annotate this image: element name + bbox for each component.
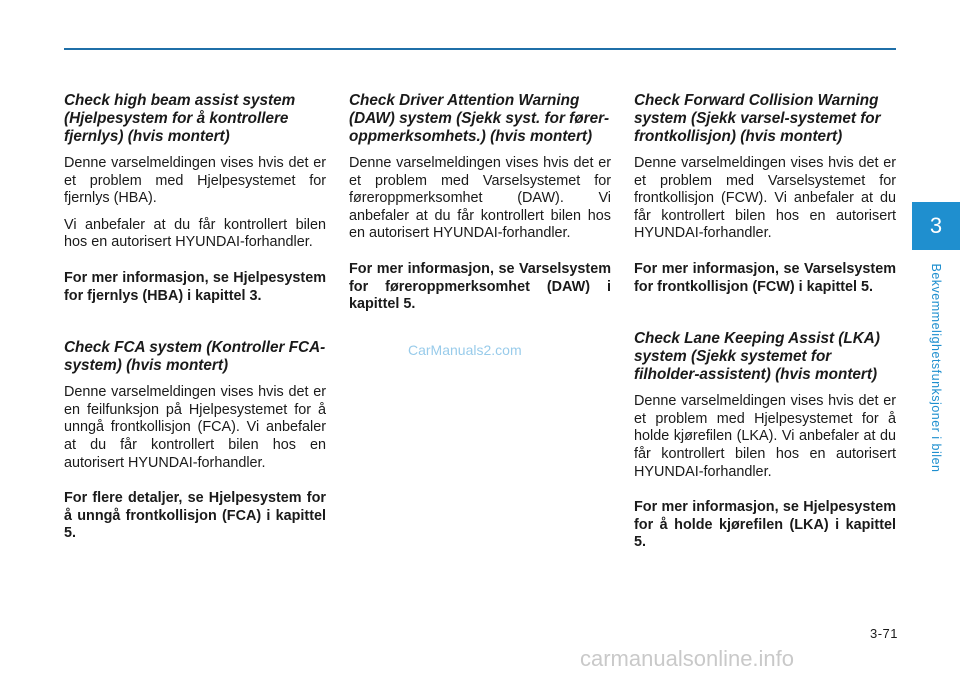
- paragraph: Denne varselmeldingen vises hvis det er et problem med Varselsystemet for frontkollisjon (FCW). Vi anbefaler at du får kontrollert bilen hos en autorisert HYUNDAI-forhandler.: [634, 155, 896, 242]
- paragraph: Denne varselmeldingen vises hvis det er et problem med Hjelpesystemet for å holde kjørefilen (LKA). Vi anbefaler at du får kontrollert bilen hos en autorisert HYUNDAI-forhandler.: [634, 393, 896, 480]
- column-middle: [349, 92, 611, 323]
- reference-note: For mer informasjon, se Hjelpesystem for fjernlys (HBA) i kapittel 3.: [64, 269, 326, 304]
- paragraph: Denne varselmeldingen vises hvis det er et problem med Varselsystemet for føreroppmerksomhet (DAW). Vi anbefaler at du får kontrollert bilen hos en autorisert HYUNDAI-forhandler.: [349, 155, 611, 242]
- header-rule: [64, 48, 896, 50]
- reference-note: For flere detaljer, se Hjelpesystem for å unngå frontkollisjon (FCA) i kapittel 5.: [64, 490, 326, 542]
- section-heading-fcw: Check Forward Collision Warning system (Sjekk varsel-systemet for frontkollisjon) (hvis montert): [634, 92, 881, 145]
- page-number: 3-71: [869, 626, 898, 641]
- section-heading-hba: Check high beam assist system (Hjelpesystem for å kontrollere fjernlys) (hvis montert): [64, 92, 296, 145]
- chapter-side-title: Bekvemmelighetsfunksjoner i bilen: [929, 263, 943, 473]
- reference-note: For mer informasjon, se Hjelpesystem for å holde kjørefilen (LKA) i kapittel 5.: [634, 499, 896, 551]
- paragraph: Denne varselmeldingen vises hvis det er et problem med Hjelpesystemet for fjernlys (HBA).: [64, 155, 326, 207]
- reference-note: For mer informasjon, se Varselsystem for frontkollisjon (FCW) i kapittel 5.: [634, 260, 896, 295]
- column-left: [64, 92, 326, 552]
- section-heading-lka: Check Lane Keeping Assist (LKA) system (Sjekk systemet for filholder-assistent) (hvis montert): [634, 330, 880, 384]
- section-heading-fca: Check FCA system (Kontroller FCA-system) (hvis montert): [64, 339, 326, 375]
- chapter-tab: 3: [912, 202, 960, 250]
- section-heading-daw: Check Driver Attention Warning (DAW) system (Sjekk syst. for fører- oppmerksomhets.) (hvis montert): [349, 92, 610, 145]
- watermark-carmanuals: CarManuals2.com: [408, 342, 522, 358]
- watermark-site: carmanualsonline.info: [580, 646, 795, 671]
- column-right: [634, 92, 896, 561]
- paragraph: Vi anbefaler at du får kontrollert bilen hos en autorisert HYUNDAI-forhandler.: [64, 216, 326, 251]
- reference-note: For mer informasjon, se Varselsystem for føreroppmerksomhet (DAW) i kapittel 5.: [349, 260, 611, 313]
- paragraph: Denne varselmeldingen vises hvis det er en feilfunksjon på Hjelpesystemet for å unngå frontkollisjon (FCA). Vi anbefaler at du får kontrollert bilen hos en autorisert HYUNDAI-forhandler.: [64, 384, 326, 471]
